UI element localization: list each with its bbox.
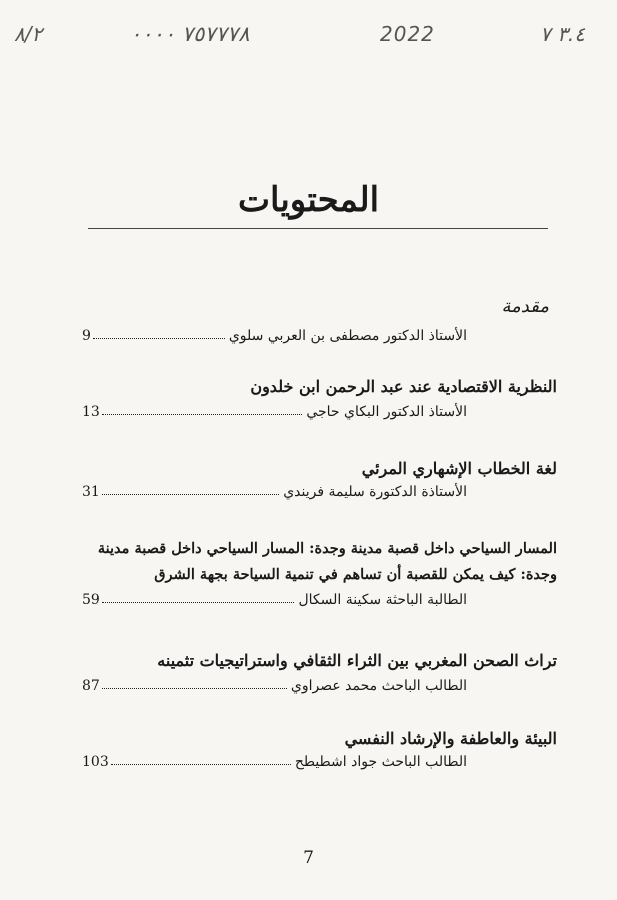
toc-author: الطالبة الباحثة سكينة السكال (298, 592, 467, 608)
toc-author-line (82, 748, 467, 770)
leader-dots (102, 414, 303, 415)
toc-author: الأستاذة الدكتورة سليمة فريندي (283, 484, 467, 500)
toc-author: الأستاذ الدكتور مصطفى بن العربي سلوي (228, 328, 467, 344)
toc-entry-title: مقدمة (501, 296, 549, 317)
toc-entry-title: النظرية الاقتصادية عند عبد الرحمن ابن خلدون (250, 377, 557, 396)
handwritten-mark-left: ٨/٢ (14, 22, 43, 46)
toc-page-number: 13 (82, 404, 100, 420)
leader-dots (102, 494, 279, 495)
toc-author-line (82, 672, 467, 694)
toc-author: الأستاذ الدكتور البكاي حاجي (306, 404, 467, 420)
toc-entry-title: تراث الصحن المغربي بين الثراء الثقافي واستراتيجيات تثمينه (157, 651, 557, 670)
leader-dots (111, 764, 291, 765)
leader-dots (102, 688, 287, 689)
toc-entry-title-continued: وجدة: كيف يمكن للقصبة أن تساهم في تنمية السياحة بجهة الشرق (154, 566, 557, 583)
handwritten-year: 2022 (380, 22, 435, 46)
toc-author-line (82, 322, 467, 344)
leader-dots (102, 602, 295, 603)
toc-author: الطالب الباحث محمد عصراوي (290, 678, 467, 694)
handwritten-mark-right: ٣.٤ ٧ (540, 22, 585, 46)
toc-page-number: 31 (82, 484, 100, 500)
page-title: المحتويات (237, 180, 380, 220)
toc-author: الطالب الباحث جواد اشطيطح (294, 754, 467, 770)
toc-page-number: 103 (82, 754, 109, 770)
leader-dots (93, 338, 225, 339)
toc-entry-title: المسار السياحي داخل قصبة مدينة وجدة: المسار السياحي داخل قصبة مدينة (97, 540, 557, 557)
toc-author-line (82, 586, 467, 608)
handwritten-ref-number: ٧٥٧٧٧٨ ٠٠٠٠ (130, 22, 250, 46)
toc-entry-title: البيئة والعاطفة والإرشاد النفسي (344, 729, 557, 748)
toc-page-number: 59 (82, 592, 100, 608)
toc-author-line (82, 398, 467, 420)
toc-page-number: 9 (82, 328, 91, 344)
toc-page-number: 87 (82, 678, 100, 694)
toc-entry-title: لغة الخطاب الإشهاري المرئي (361, 459, 557, 478)
toc-author-line (82, 478, 467, 500)
page-number: 7 (303, 848, 314, 868)
